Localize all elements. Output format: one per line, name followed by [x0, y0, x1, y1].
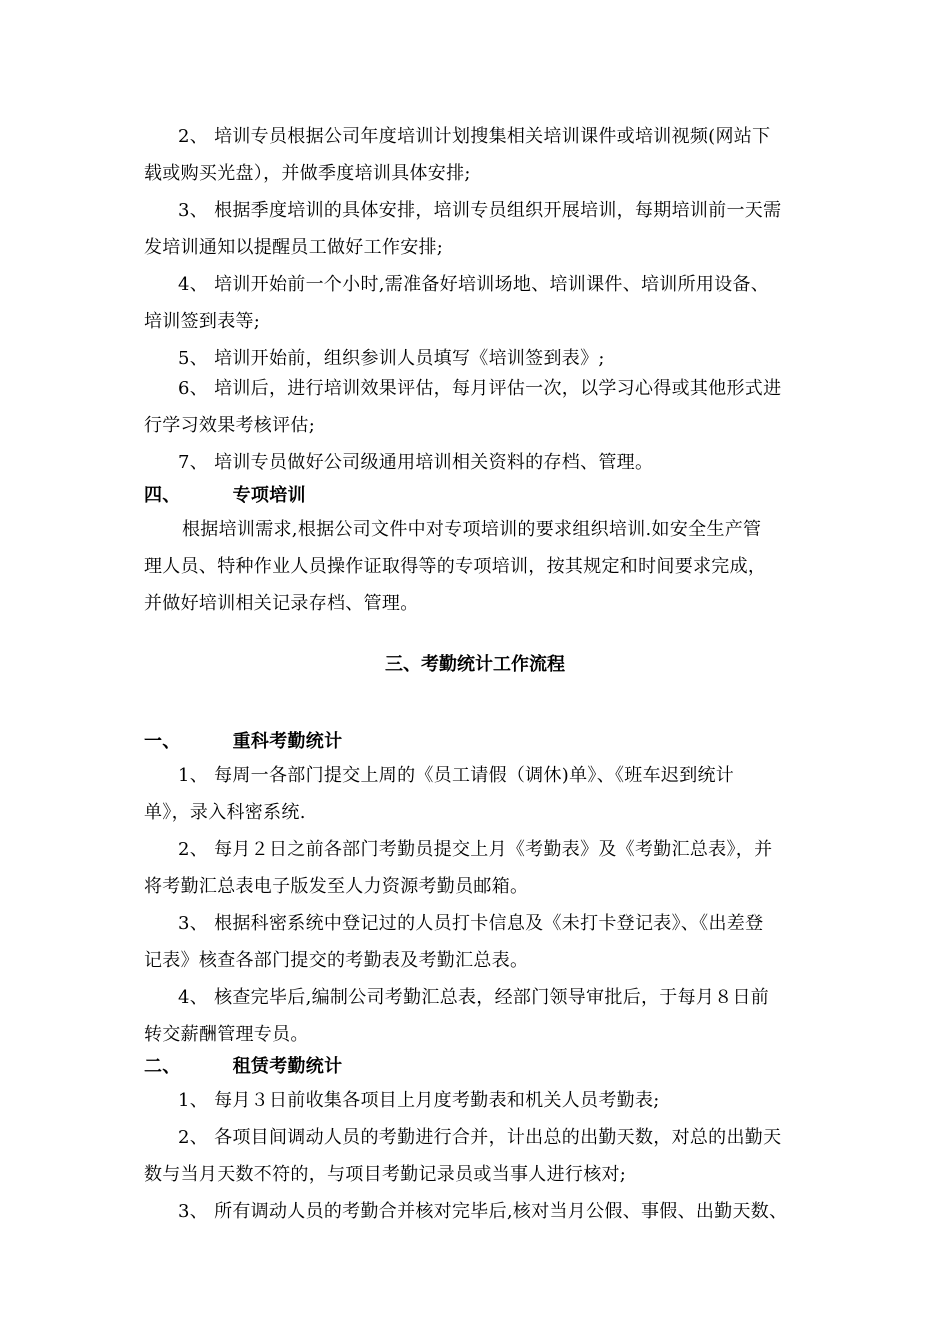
paragraph-line: 并做好培训相关记录存档、管理。 — [144, 593, 419, 614]
section-heading-1 — [144, 730, 342, 754]
paragraph-line: 4、 培训开始前一个小时,需准备好培训场地、培训课件、培训所用设备、 — [178, 274, 770, 295]
paragraph-line: 将考勤汇总表电子版发至人力资源考勤员邮箱。 — [144, 876, 529, 897]
paragraph-line: 3、 所有调动人员的考勤合并核对完毕后,核对当月公假、事假、出勤天数、 — [178, 1201, 788, 1222]
heading-number: 四、 — [144, 485, 181, 506]
paragraph-line: 6、 培训后，进行培训效果评估，每月评估一次，以学习心得或其他形式进 — [178, 378, 782, 399]
section-heading-2 — [144, 1055, 342, 1079]
paragraph-line: 记表》核查各部门提交的考勤表及考勤汇总表。 — [144, 950, 529, 971]
heading-text: 专项培训 — [232, 485, 306, 506]
paragraph-line: 载或购买光盘），并做季度培训具体安排; — [144, 163, 471, 184]
paragraph-line: 培训签到表等; — [144, 311, 261, 332]
heading-text: 重科考勤统计 — [232, 731, 343, 752]
paragraph-line: 1、 每周一各部门提交上周的《员工请假（调休)单》、《班车迟到统计 — [178, 765, 735, 786]
section-heading-4 — [144, 484, 306, 508]
paragraph-line: 2、 培训专员根据公司年度培训计划搜集相关培训课件或培训视频(网站下 — [178, 126, 771, 147]
heading-number: 一、 — [144, 731, 181, 752]
paragraph-line: 数与当月天数不符的，与项目考勤记录员或当事人进行核对; — [144, 1164, 627, 1185]
section-title: 三、考勤统计工作流程 — [385, 654, 565, 675]
paragraph-line: 7、 培训专员做好公司级通用培训相关资料的存档、管理。 — [178, 452, 654, 473]
paragraph-line: 1、 每月３日前收集各项目上月度考勤表和机关人员考勤表; — [178, 1090, 660, 1111]
paragraph-line: 2、 每月２日之前各部门考勤员提交上月《考勤表》及《考勤汇总表》，并 — [178, 839, 773, 860]
paragraph-line: 3、 根据季度培训的具体安排，培训专员组织开展培训，每期培训前一天需 — [178, 200, 782, 221]
paragraph-line: 理人员、特种作业人员操作证取得等的专项培训，按其规定和时间要求完成， — [144, 556, 767, 577]
paragraph-line: 4、 核查完毕后,编制公司考勤汇总表，经部门领导审批后，于每月８日前 — [178, 987, 770, 1008]
paragraph-line: 2、 各项目间调动人员的考勤进行合并，计出总的出勤天数，对总的出勤天 — [178, 1127, 782, 1148]
paragraph-line: 5、 培训开始前，组织参训人员填写《培训签到表》; — [178, 348, 605, 369]
heading-number: 二、 — [144, 1056, 181, 1077]
paragraph-line: 发培训通知以提醒员工做好工作安排; — [144, 237, 444, 258]
heading-text: 租赁考勤统计 — [232, 1056, 343, 1077]
paragraph-line: 转交薪酬管理专员。 — [144, 1024, 309, 1045]
paragraph-line: 单》，录入科密系统. — [144, 802, 306, 823]
paragraph-line: 行学习效果考核评估; — [144, 415, 316, 436]
paragraph-line: 根据培训需求,根据公司文件中对专项培训的要求组织培训.如安全生产管 — [182, 519, 762, 540]
paragraph-line: 3、 根据科密系统中登记过的人员打卡信息及《未打卡登记表》、《出差登 — [178, 913, 764, 934]
